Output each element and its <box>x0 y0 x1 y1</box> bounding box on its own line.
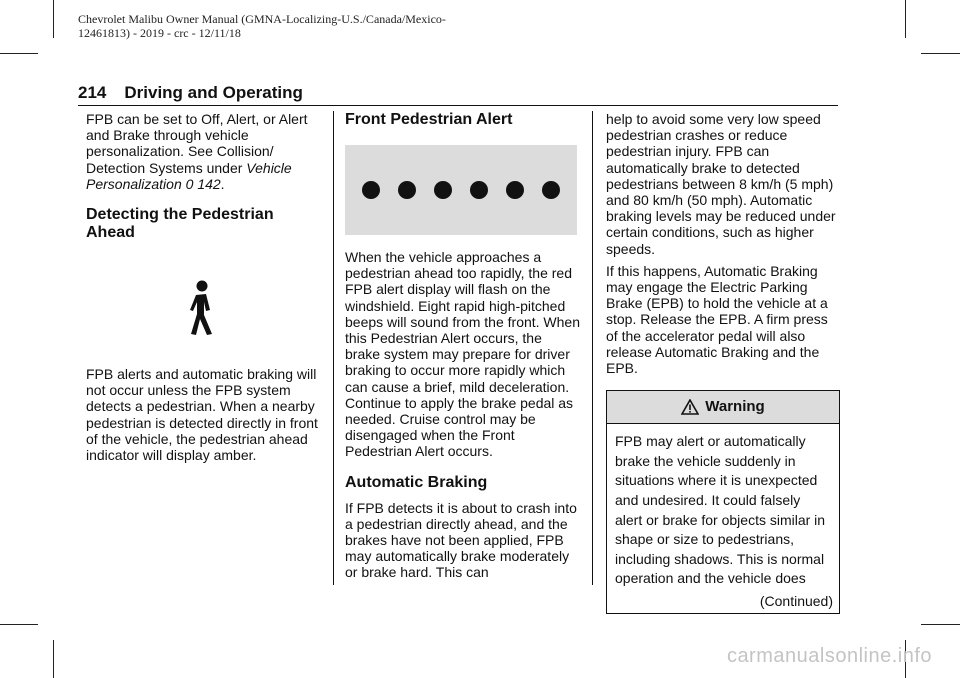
column-divider-2 <box>592 111 593 585</box>
pedestrian-icon <box>187 280 217 336</box>
warning-box <box>606 390 840 614</box>
alert-light-dot <box>362 181 380 199</box>
crop-mark-bottom-left-v <box>53 640 54 678</box>
warning-body: FPB may alert or automatically brake the vehicle suddenly in situations where it is unexpected and undesired. It could falsely alert or brake for objects similar in shape or size to pedestrians, including shadows. This is normal operation and the vehicle does <box>615 433 826 587</box>
alert-light-dot <box>434 181 452 199</box>
crop-mark-top-left-h <box>0 53 38 54</box>
fpb-alerts-paragraph: FPB alerts and automatic braking will not occur unless the FPB system detects a pedestrian. When a nearby pedestrian is detected directly in front of the vehicle, the pedestrian ahead indicator will display amber. <box>86 366 318 464</box>
column-1 <box>86 111 318 469</box>
section-title: Driving and Operating <box>124 83 303 102</box>
crop-mark-top-left-v <box>53 0 54 38</box>
alert-light-dot <box>506 181 524 199</box>
meta-line-2: 12461813) - 2019 - crc - 12/11/18 <box>78 26 241 40</box>
warning-title: Warning <box>705 398 765 416</box>
page-ref-symbol: 0 <box>185 175 194 192</box>
column-3 <box>606 111 840 614</box>
fpb-settings-paragraph <box>86 111 318 192</box>
page-header <box>78 83 838 106</box>
crop-mark-bottom-left-h <box>0 624 38 625</box>
warning-icon <box>681 399 699 415</box>
page-number: 214 <box>78 83 107 102</box>
alert-light-dot <box>398 181 416 199</box>
para-end: . <box>220 175 225 192</box>
front-pedestrian-alert-paragraph: When the vehicle approaches a pedestrian ahead too rapidly, the red FPB alert display will flash on the windshield. Eight rapid high-pitched beeps will sound from the front. When this Pedestrian Alert occurs, the brake system may prepare for driver braking to occur more rapidly which can cause a brief, mild deceleration. Continue to apply the brake pedal as needed. Cruise control may be disengaged when the Front Pedestrian Alert occurs. <box>345 249 581 460</box>
meta-line-1: Chevrolet Malibu Owner Manual (GMNA-Localizing-U.S./Canada/Mexico- <box>78 12 446 26</box>
automatic-braking-heading: Automatic Braking <box>345 473 488 491</box>
page-ref-number[interactable]: 142 <box>197 175 221 192</box>
crop-mark-top-right-v <box>905 0 906 38</box>
column-divider-1 <box>333 111 334 585</box>
fpb-settings-text: FPB can be set to Off, Alert, or Alert and Brake through vehicle personalization. See Collision/ Detection Systems under <box>86 111 308 176</box>
warning-header <box>607 391 839 424</box>
braking-speed-paragraph: help to avoid some very low speed pedestrian crashes or reduce pedestrian injury. FPB can automatically brake to detected pedestrians between 8 km/h (5 mph) and 80 km/h (50 mph). Automatic braking levels may be reduced under certain conditions, such as higher speeds. <box>606 111 836 257</box>
document-meta <box>78 12 446 40</box>
detecting-pedestrian-heading: Detecting the Pedestrian Ahead <box>86 206 274 242</box>
alert-light-dot <box>470 181 488 199</box>
crop-mark-bottom-right-h <box>921 624 960 625</box>
alert-light-dot <box>542 181 560 199</box>
continued-label: (Continued) <box>759 593 833 609</box>
alert-display-panel <box>345 145 577 235</box>
watermark: carmanualsonline.info <box>726 645 932 667</box>
front-pedestrian-alert-heading: Front Pedestrian Alert <box>345 111 513 128</box>
vehicle-personalization-link[interactable]: Vehicle Personalization <box>86 159 292 192</box>
epb-paragraph: If this happens, Automatic Braking may engage the Electric Parking Brake (EPB) to hold the vehicle at a stop. Release the EPB. A firm press of the accelerator pedal will also release Automatic Braking and the EPB. <box>606 262 828 377</box>
column-2 <box>345 111 580 587</box>
crop-mark-top-right-h <box>921 53 960 54</box>
automatic-braking-paragraph: If FPB detects it is about to crash into a pedestrian directly ahead, and the brakes have not been applied, FPB may automatically brake moderately or brake hard. This can <box>345 499 577 581</box>
pedestrian-icon-panel <box>86 250 318 366</box>
